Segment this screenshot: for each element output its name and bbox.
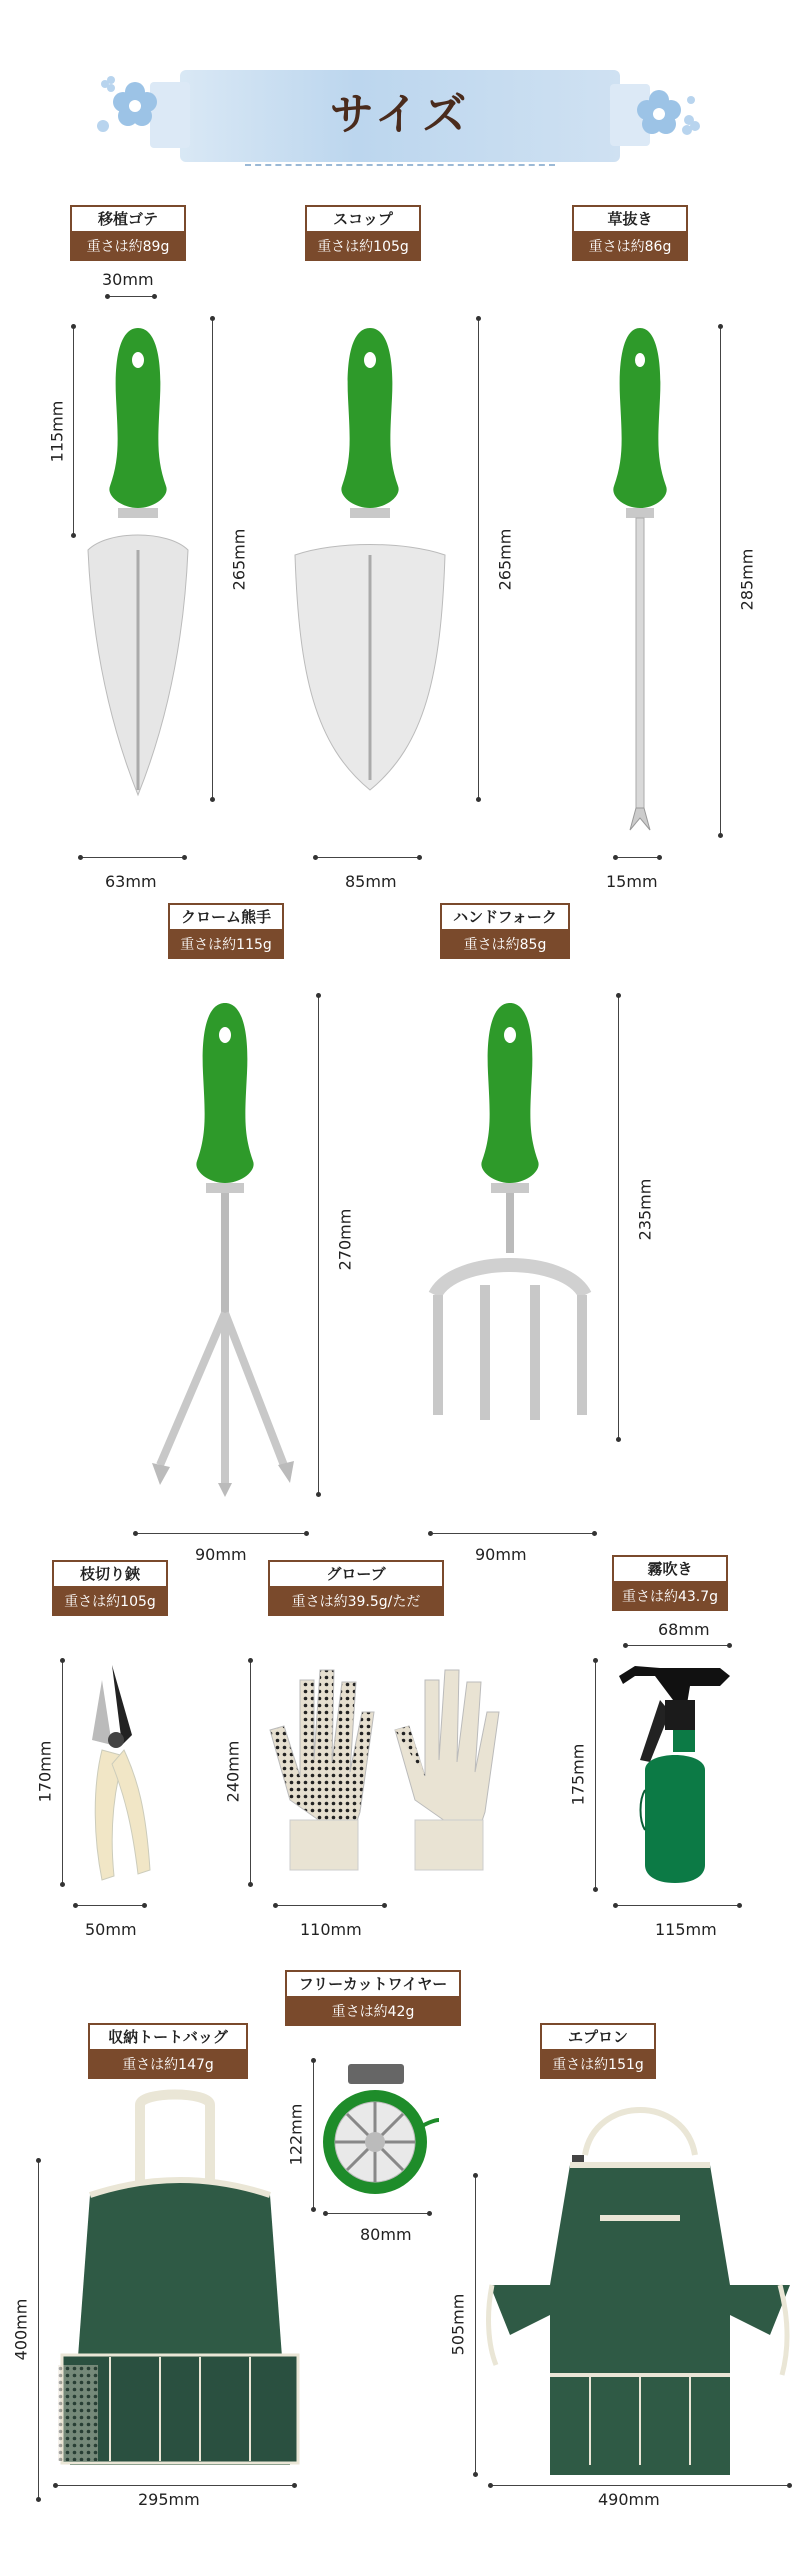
scoop-label: スコップ 重さは約105g — [305, 205, 421, 261]
weeder-image — [600, 320, 680, 840]
wire-label: フリーカットワイヤー 重さは約42g — [285, 1970, 461, 2026]
trowel-handle-dim: 115mm — [47, 400, 67, 463]
trowel-label: 移植ゴテ 重さは約89g — [70, 205, 186, 261]
fork-label: ハンドフォーク 重さは約85g — [440, 903, 570, 959]
fork-image — [420, 995, 600, 1435]
flower-icon-left — [95, 70, 175, 140]
trowel-width-dim: 63mm — [105, 872, 157, 891]
weeder-width-dim: 15mm — [606, 872, 658, 891]
scoop-image — [290, 320, 450, 800]
trowel-top-dim: 30mm — [102, 270, 154, 289]
pruner-image — [72, 1660, 162, 1890]
apron-image — [480, 2085, 795, 2480]
sprayer-width-dim: 115mm — [655, 1920, 717, 1939]
tote-width-dim: 295mm — [138, 2490, 200, 2509]
sprayer-height-dim: 175mm — [568, 1743, 588, 1806]
wire-height-dim: 122mm — [286, 2103, 306, 2166]
weeder-label: 草抜き 重さは約86g — [572, 205, 688, 261]
tote-bag-image — [50, 2085, 310, 2475]
sprayer-label: 霧吹き 重さは約43.7g — [612, 1555, 728, 1611]
wire-image — [320, 2060, 440, 2210]
rake-height-dim: 270mm — [335, 1208, 355, 1271]
tote-label: 収納トートバッグ 重さは約147g — [88, 2023, 248, 2079]
trowel-height-dim: 265mm — [229, 528, 249, 591]
apron-height-dim: 505mm — [448, 2293, 468, 2356]
fork-height-dim: 235mm — [635, 1178, 655, 1241]
flower-icon-right — [625, 80, 705, 150]
sprayer-top-dim: 68mm — [658, 1620, 710, 1639]
rake-label: クローム熊手 重さは約115g — [168, 903, 284, 959]
apron-width-dim: 490mm — [598, 2490, 660, 2509]
sprayer-image — [605, 1660, 745, 1890]
weeder-height-dim: 285mm — [737, 548, 757, 611]
gloves-label: グローブ 重さは約39.5g/ただ — [268, 1560, 444, 1616]
page-title: サイズ — [329, 89, 471, 140]
trowel-image — [78, 320, 198, 810]
rake-image — [140, 995, 310, 1500]
pruner-height-dim: 170mm — [35, 1740, 55, 1803]
gloves-height-dim: 240mm — [223, 1740, 243, 1803]
scoop-height-dim: 265mm — [495, 528, 515, 591]
scoop-width-dim: 85mm — [345, 872, 397, 891]
fork-width-dim: 90mm — [475, 1545, 527, 1564]
wire-width-dim: 80mm — [360, 2225, 412, 2244]
pruner-width-dim: 50mm — [85, 1920, 137, 1939]
gloves-width-dim: 110mm — [300, 1920, 362, 1939]
header-divider — [245, 164, 555, 166]
gloves-image — [260, 1660, 520, 1890]
tote-height-dim: 400mm — [11, 2298, 31, 2361]
apron-label: エプロン 重さは約151g — [540, 2023, 656, 2079]
pruner-label: 枝切り鋏 重さは約105g — [52, 1560, 168, 1616]
rake-width-dim: 90mm — [195, 1545, 247, 1564]
